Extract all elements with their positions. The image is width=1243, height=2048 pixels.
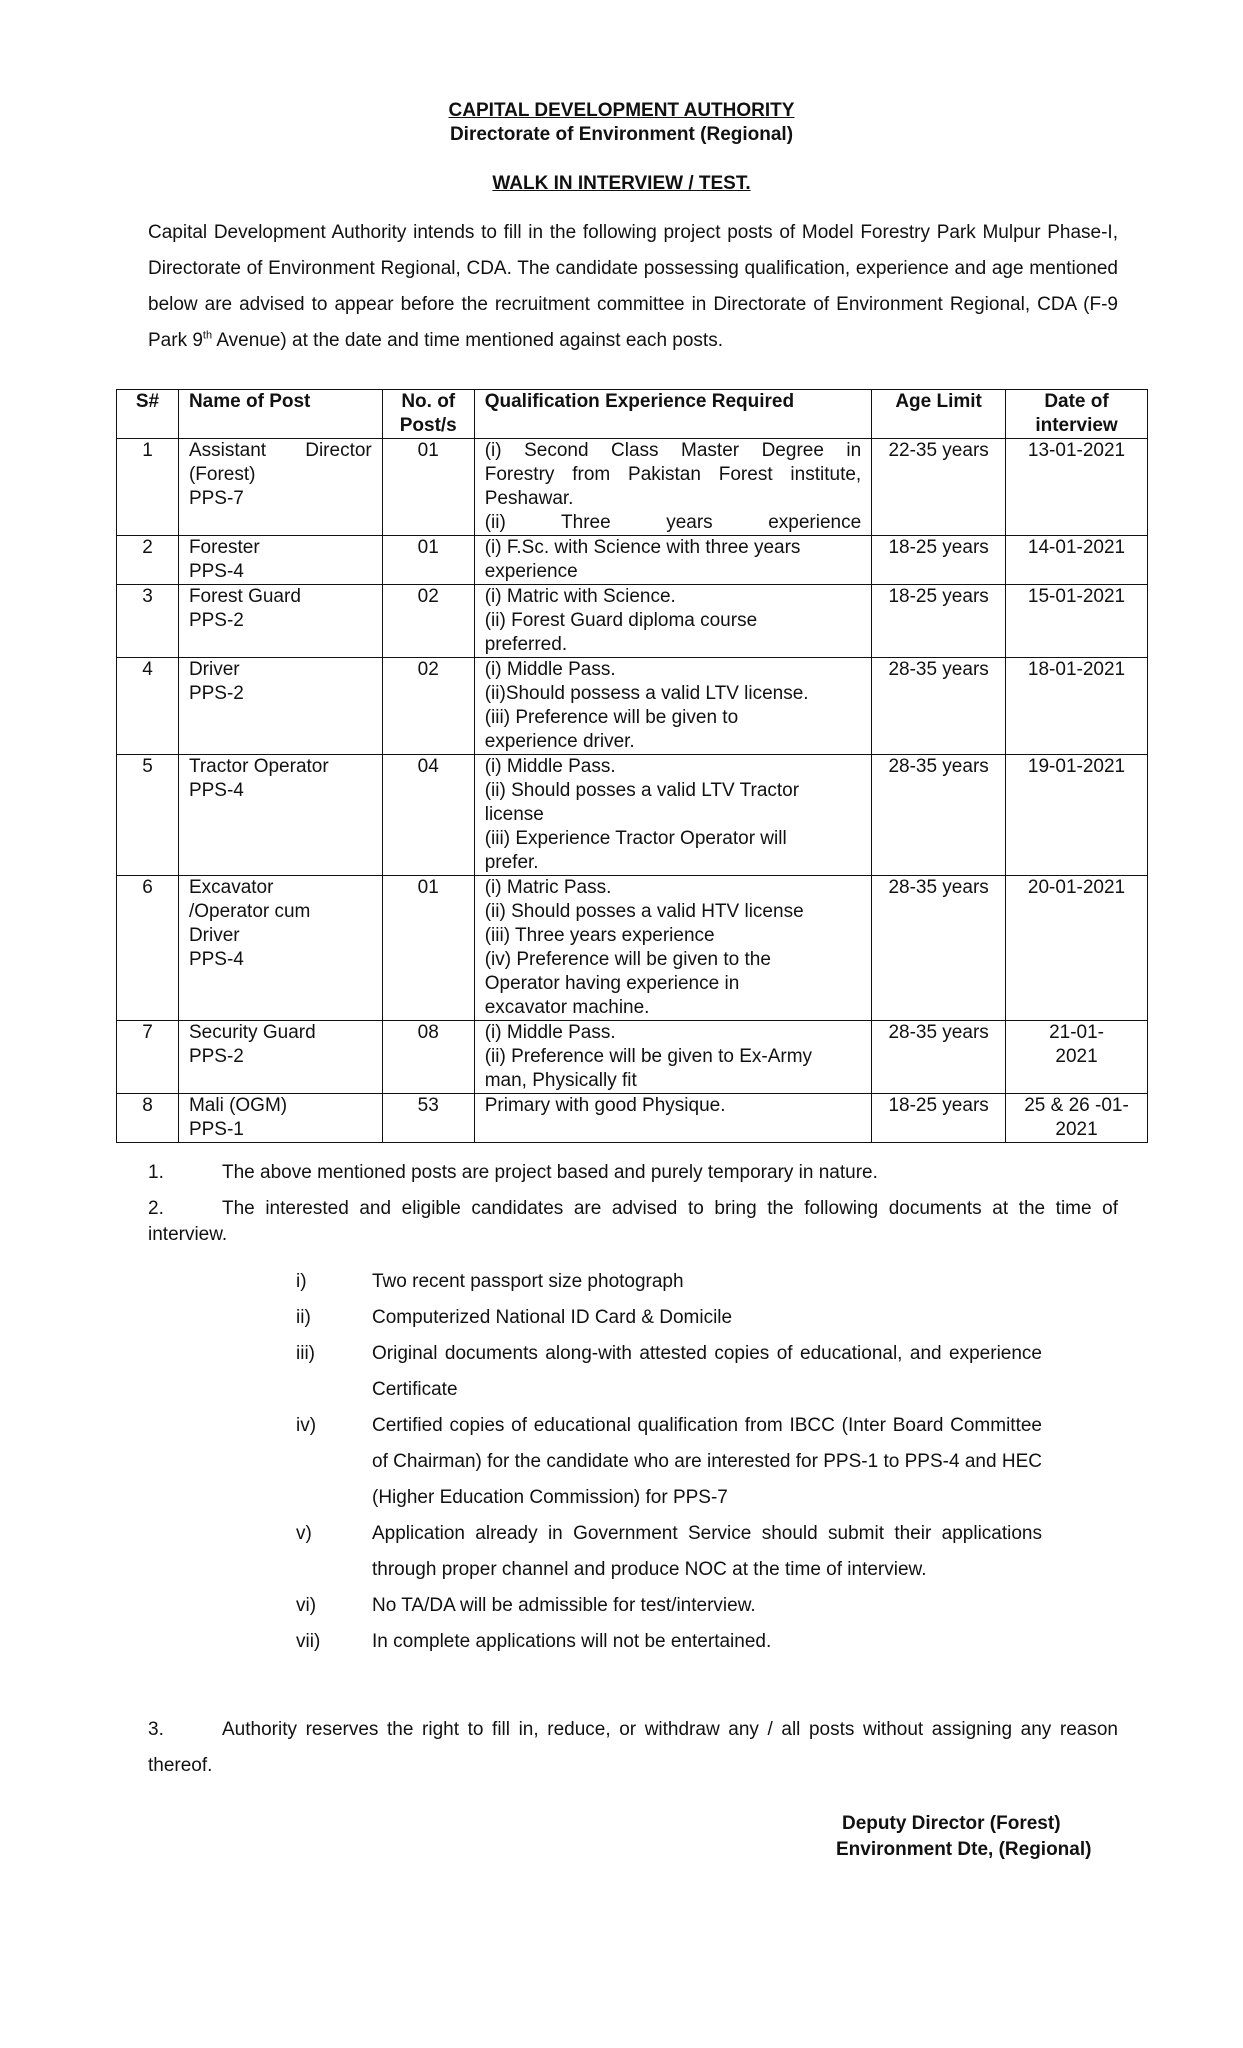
cell-date-of-interview — [1006, 536, 1148, 585]
cell-age-limit: 18-25 years — [872, 1094, 1006, 1143]
post-name-line: PPS-2 — [188, 683, 244, 704]
post-name-line: /Operator cum — [188, 901, 311, 922]
qualification-line: excavator machine. — [484, 997, 650, 1018]
list-item — [296, 1516, 1042, 1588]
qualification-line: (iii) Experience Tractor Operator will — [484, 828, 787, 849]
cell-age-limit: 28-35 years — [872, 876, 1006, 1021]
interview-date-line: 20-01-2021 — [1027, 877, 1126, 898]
qualification-line: preferred. — [484, 634, 568, 655]
cell-sn: 6 — [117, 876, 179, 1021]
cell-age-limit: 22-35 years — [872, 439, 1006, 536]
header-age-limit: Age Limit — [872, 390, 1006, 439]
header-no-of-posts — [382, 390, 474, 439]
cell-qualification — [474, 1021, 871, 1094]
qualification-line: experience — [484, 561, 578, 582]
cell-qualification — [474, 536, 871, 585]
list-item — [296, 1300, 1042, 1336]
cell-age-limit: 18-25 years — [872, 585, 1006, 658]
list-item — [296, 1624, 1042, 1660]
interview-date-line: 18-01-2021 — [1027, 659, 1126, 680]
qualification-line: prefer. — [484, 852, 539, 873]
post-name-line: Forest Guard — [188, 586, 301, 607]
interview-date-line: 14-01-2021 — [1027, 537, 1126, 558]
note-1-number: 1. — [148, 1162, 164, 1183]
header-name-of-post: Name of Post — [178, 390, 382, 439]
cell-date-of-interview — [1006, 439, 1148, 536]
qualification-line: Primary with good Physique. — [484, 1095, 726, 1116]
intro-text-part2: Avenue) at the date and time mentioned against each posts. — [212, 330, 723, 351]
cell-no-of-posts: 02 — [382, 585, 474, 658]
cell-qualification — [474, 876, 871, 1021]
table-header-row — [117, 390, 1148, 439]
cell-date-of-interview — [1006, 585, 1148, 658]
cell-name-of-post — [178, 755, 382, 876]
qualification-line: (ii) Three years experience — [484, 512, 862, 533]
qualification-line: Forestry from Pakistan Forest institute, — [484, 464, 862, 485]
qualification-line: (i) Second Class Master Degree in — [484, 440, 862, 461]
note-1-text: The above mentioned posts are project based and purely temporary in nature. — [222, 1162, 878, 1183]
header-qualification: Qualification Experience Required — [474, 390, 871, 439]
qualification-line: (ii)Should possess a valid LTV license. — [484, 683, 809, 704]
cell-name-of-post — [178, 1094, 382, 1143]
list-item-text: No TA/DA will be admissible for test/interview. — [372, 1595, 756, 1616]
post-name-line: Forester — [188, 537, 260, 558]
post-name-line: PPS-2 — [188, 610, 244, 631]
post-name-line: Driver — [188, 925, 240, 946]
interview-date-line: 15-01-2021 — [1027, 586, 1126, 607]
qualification-line: (i) Middle Pass. — [484, 756, 616, 777]
cell-name-of-post — [178, 876, 382, 1021]
cell-qualification — [474, 658, 871, 755]
qualification-line: license — [484, 804, 544, 825]
list-item-text: In complete applications will not be entertained. — [372, 1631, 772, 1652]
cell-no-of-posts: 53 — [382, 1094, 474, 1143]
note-3-text: Authority reserves the right to fill in, reduce, or withdraw any / all posts without assigning any reason thereof. — [148, 1719, 1118, 1776]
cell-date-of-interview — [1006, 755, 1148, 876]
post-name-line: Assistant Director — [188, 440, 372, 461]
table-row — [117, 755, 1148, 876]
list-item-text: Certified copies of educational qualification from IBCC (Inter Board Committee of Chairman) for the candidate who are interested for PPS-1 to PPS-4 and HEC (Higher Education Commission) for PPS-7 — [372, 1415, 1042, 1508]
list-item-text: Application already in Government Service should submit their applications through proper channel and produce NOC at the time of interview. — [372, 1523, 1042, 1580]
qualification-line: (ii) Should posses a valid HTV license — [484, 901, 804, 922]
cell-date-of-interview — [1006, 1094, 1148, 1143]
header-date-line2: interview — [1035, 415, 1118, 436]
cell-age-limit: 28-35 years — [872, 1021, 1006, 1094]
cell-sn: 7 — [117, 1021, 179, 1094]
cell-name-of-post — [178, 585, 382, 658]
post-name-line: Driver — [188, 659, 240, 680]
post-name-line: PPS-4 — [188, 561, 244, 582]
cell-qualification — [474, 755, 871, 876]
qualification-line: (i) F.Sc. with Science with three years — [484, 537, 801, 558]
list-item — [296, 1264, 1042, 1300]
table-row — [117, 585, 1148, 658]
posts-table — [116, 389, 1148, 1143]
intro-paragraph — [148, 215, 1118, 359]
qualification-line: (i) Middle Pass. — [484, 1022, 616, 1043]
table-row — [117, 536, 1148, 585]
cell-qualification — [474, 439, 871, 536]
post-name-line: Mali (OGM) — [188, 1095, 288, 1116]
cell-sn: 4 — [117, 658, 179, 755]
post-name-line: PPS-4 — [188, 780, 244, 801]
post-name-line: Tractor Operator — [188, 756, 329, 777]
post-name-line: PPS-2 — [188, 1046, 244, 1067]
cell-name-of-post — [178, 1021, 382, 1094]
qualification-line: (i) Middle Pass. — [484, 659, 616, 680]
qualification-line: (ii) Should posses a valid LTV Tractor — [484, 780, 800, 801]
qualification-line: man, Physically fit — [484, 1070, 637, 1091]
cell-no-of-posts: 01 — [382, 876, 474, 1021]
post-name-line: PPS-7 — [188, 488, 244, 509]
post-name-line: Security Guard — [188, 1022, 316, 1043]
list-item-text: Two recent passport size photograph — [372, 1271, 684, 1292]
list-item-number: vii) — [296, 1631, 321, 1652]
directorate-title: Directorate of Environment (Regional) — [449, 124, 794, 145]
cell-no-of-posts: 04 — [382, 755, 474, 876]
interview-date-line: 21-01- — [1049, 1022, 1104, 1043]
header-no-line1: No. of — [401, 391, 456, 412]
table-row — [117, 1094, 1148, 1143]
cell-sn: 1 — [117, 439, 179, 536]
table-body — [117, 439, 1148, 1143]
list-item-number: v) — [296, 1523, 312, 1544]
documents-list — [296, 1264, 1042, 1660]
interview-date-line: 2021 — [1055, 1119, 1098, 1140]
cell-no-of-posts: 01 — [382, 439, 474, 536]
org-title: CAPITAL DEVELOPMENT AUTHORITY — [448, 100, 795, 121]
qualification-line: (ii) Preference will be given to Ex-Army — [484, 1046, 813, 1067]
list-item-number: vi) — [296, 1595, 317, 1616]
cell-sn: 3 — [117, 585, 179, 658]
cell-date-of-interview — [1006, 658, 1148, 755]
qualification-line: Operator having experience in — [484, 973, 740, 994]
cell-age-limit: 28-35 years — [872, 658, 1006, 755]
note-3 — [148, 1712, 1118, 1784]
cell-age-limit: 28-35 years — [872, 755, 1006, 876]
signature-office: Environment Dte, (Regional) — [836, 1839, 1092, 1860]
note-2 — [148, 1196, 1118, 1248]
interview-date-line: 25 & 26 -01- — [1024, 1095, 1129, 1116]
interview-date-line: 2021 — [1055, 1046, 1098, 1067]
cell-date-of-interview — [1006, 876, 1148, 1021]
cell-no-of-posts: 01 — [382, 536, 474, 585]
cell-no-of-posts: 08 — [382, 1021, 474, 1094]
qualification-line: (i) Matric Pass. — [484, 877, 612, 898]
note-2-number: 2. — [148, 1198, 164, 1219]
qualification-line: (iii) Three years experience — [484, 925, 715, 946]
intro-text-part1: Capital Development Authority intends to fill in the following project posts of Model Forestry Park Mulpur Phase-I, Directorate of Environment Regional, CDA. The candidate possessing qualification, experience and age mentioned below are advised to appear before the recruitment committee in Directorate of Environment Regional, CDA (F-9 Park 9 — [148, 222, 1118, 351]
header-no-line2: Post/s — [399, 415, 457, 436]
header-sn: S# — [117, 390, 179, 439]
qualification-line: (iii) Preference will be given to — [484, 707, 739, 728]
list-item-text: Original documents along-with attested copies of educational, and experience Certificate — [372, 1343, 1042, 1400]
qualification-line: (ii) Forest Guard diploma course — [484, 610, 758, 631]
table-row — [117, 658, 1148, 755]
note-2-text: The interested and eligible candidates are advised to bring the following documents at the time of interview. — [148, 1198, 1118, 1245]
cell-sn: 5 — [117, 755, 179, 876]
cell-sn: 8 — [117, 1094, 179, 1143]
interview-date-line: 19-01-2021 — [1027, 756, 1126, 777]
list-item — [296, 1408, 1042, 1516]
qualification-line: experience driver. — [484, 731, 635, 752]
cell-name-of-post — [178, 658, 382, 755]
cell-name-of-post — [178, 536, 382, 585]
list-item — [296, 1588, 1042, 1624]
post-name-line: (Forest) — [188, 464, 256, 485]
header-date-line1: Date of — [1044, 391, 1109, 412]
signature-designation: Deputy Director (Forest) — [842, 1813, 1061, 1834]
list-item-text: Computerized National ID Card & Domicile — [372, 1307, 733, 1328]
intro-superscript: th — [202, 329, 213, 342]
cell-age-limit: 18-25 years — [872, 536, 1006, 585]
cell-qualification — [474, 585, 871, 658]
qualification-line: (iv) Preference will be given to the — [484, 949, 771, 970]
cell-date-of-interview — [1006, 1021, 1148, 1094]
post-name-line: Excavator — [188, 877, 274, 898]
qualification-line: Peshawar. — [484, 488, 574, 509]
note-1 — [148, 1160, 1118, 1186]
header-date-of-interview — [1006, 390, 1148, 439]
list-item — [296, 1336, 1042, 1408]
list-item-number: i) — [296, 1271, 307, 1292]
notice-title: WALK IN INTERVIEW / TEST. — [492, 173, 751, 194]
note-3-number: 3. — [148, 1719, 164, 1740]
list-item-number: ii) — [296, 1307, 311, 1328]
post-name-line: PPS-1 — [188, 1119, 244, 1140]
post-name-line: PPS-4 — [188, 949, 244, 970]
table-row — [117, 439, 1148, 536]
table-row — [117, 876, 1148, 1021]
list-item-number: iv) — [296, 1415, 317, 1436]
interview-date-line: 13-01-2021 — [1027, 440, 1126, 461]
cell-no-of-posts: 02 — [382, 658, 474, 755]
list-item-number: iii) — [296, 1343, 315, 1364]
cell-name-of-post — [178, 439, 382, 536]
cell-qualification — [474, 1094, 871, 1143]
table-row — [117, 1021, 1148, 1094]
qualification-line: (i) Matric with Science. — [484, 586, 676, 607]
cell-sn: 2 — [117, 536, 179, 585]
